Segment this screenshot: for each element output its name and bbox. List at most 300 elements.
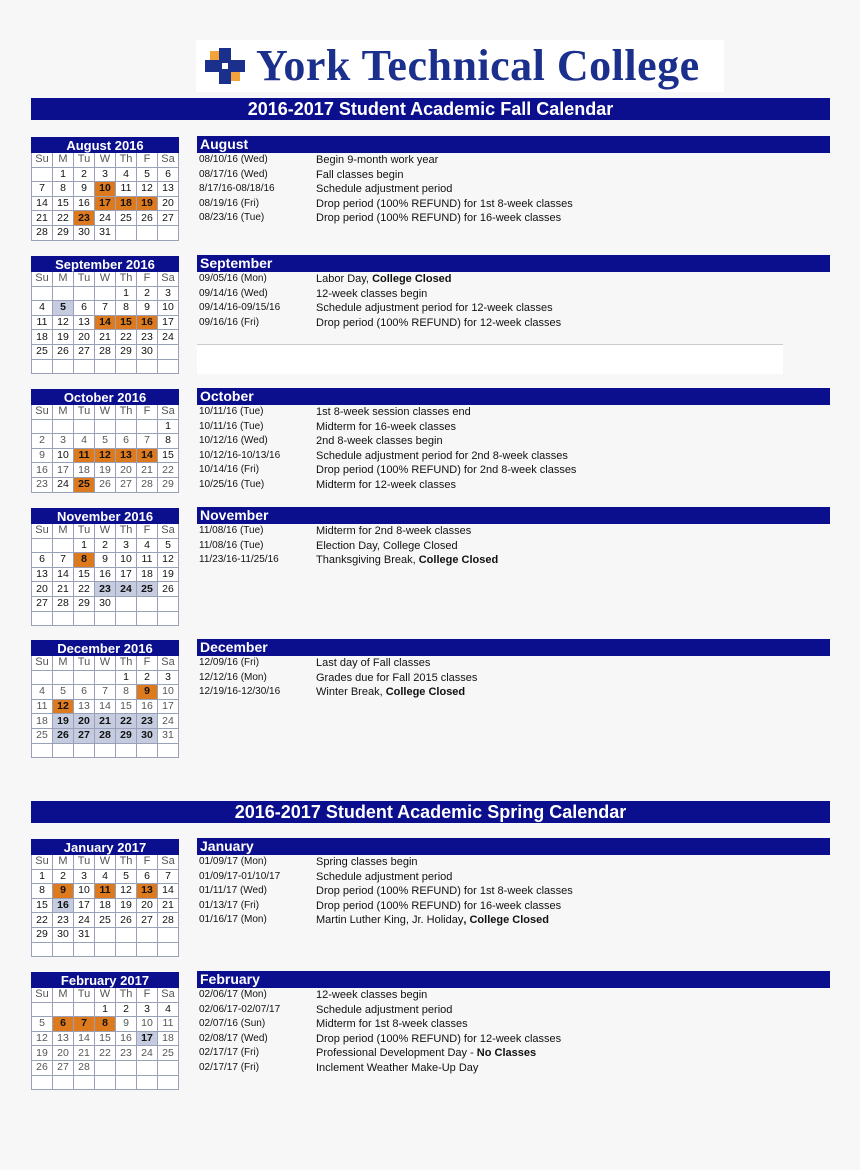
calendar-day xyxy=(95,743,116,758)
calendar-day xyxy=(32,611,53,626)
calendar-day: 5 xyxy=(95,434,116,449)
event-date: 11/23/16-11/25/16 xyxy=(199,554,279,565)
calendar-day xyxy=(32,359,53,374)
calendar-day xyxy=(137,611,158,626)
calendar-day: 18 xyxy=(137,567,158,582)
weekday-label: Su xyxy=(32,272,53,287)
weekday-label: W xyxy=(95,153,116,168)
weekday-label: Su xyxy=(32,405,53,420)
event-row xyxy=(197,434,830,449)
weekday-label: Tu xyxy=(74,855,95,870)
calendar-day: 22 xyxy=(32,913,53,928)
calendar-day: 2 xyxy=(116,1002,137,1017)
calendar-day: 7 xyxy=(74,1017,95,1032)
calendar-day xyxy=(74,942,95,957)
calendar-day: 8 xyxy=(158,434,179,449)
weekday-label: Sa xyxy=(158,153,179,168)
event-text: Schedule adjustment period for 2nd 8-week classes xyxy=(316,449,568,462)
event-date: 8/17/16-08/18/16 xyxy=(199,183,275,194)
calendar-day: 23 xyxy=(32,477,53,492)
mini-calendar xyxy=(31,508,179,626)
calendar-day xyxy=(116,942,137,957)
weekday-label: Th xyxy=(116,988,137,1003)
calendar-day xyxy=(32,1075,53,1090)
event-text: Drop period (100% REFUND) for 2nd 8-week classes xyxy=(316,464,577,476)
event-text: Last day of Fall classes xyxy=(316,657,431,669)
event-description xyxy=(316,463,576,478)
event-date: 09/14/16-09/15/16 xyxy=(199,302,281,313)
event-description xyxy=(316,553,498,568)
event-description xyxy=(316,870,452,885)
event-emphasis: College Closed xyxy=(385,686,466,698)
event-date: 10/25/16 (Tue) xyxy=(199,478,265,490)
calendar-day xyxy=(116,927,137,942)
calendar-day: 30 xyxy=(137,728,158,743)
calendar-day xyxy=(95,670,116,685)
calendar-day: 23 xyxy=(137,714,158,729)
calendar-day xyxy=(95,942,116,957)
calendar-day: 28 xyxy=(32,225,53,240)
calendar-day: 12 xyxy=(116,884,137,899)
calendar-day: 16 xyxy=(137,699,158,714)
event-row xyxy=(197,671,830,686)
event-text: Drop period (100% REFUND) for 16-week classes xyxy=(316,212,562,224)
calendar-day: 29 xyxy=(116,344,137,359)
event-emphasis: College Closed xyxy=(418,554,499,566)
calendar-day xyxy=(32,419,53,434)
event-text: Begin 9-month work year xyxy=(316,154,439,166)
calendar-day xyxy=(158,1060,179,1075)
weekday-label: Th xyxy=(116,153,137,168)
weekday-label: Sa xyxy=(158,988,179,1003)
calendar-day xyxy=(137,942,158,957)
month-events-section xyxy=(197,388,830,492)
calendar-day xyxy=(53,419,74,434)
fall-calendar-title: 2016-2017 Student Academic Fall Calendar xyxy=(31,98,830,120)
calendar-day xyxy=(32,942,53,957)
calendar-day xyxy=(53,359,74,374)
calendar-day: 2 xyxy=(74,167,95,182)
mini-calendar xyxy=(31,137,179,241)
event-date: 02/07/16 (Sun) xyxy=(199,1018,266,1029)
section-header: January xyxy=(197,838,830,855)
calendar-day: 21 xyxy=(137,463,158,478)
mini-calendar-title: November 2016 xyxy=(32,509,179,524)
calendar-day: 1 xyxy=(53,167,74,182)
event-text: Drop period (100% REFUND) for 12-week classes xyxy=(316,1032,562,1045)
event-row xyxy=(197,656,830,671)
calendar-day: 24 xyxy=(158,714,179,729)
weekday-label: W xyxy=(95,405,116,420)
logo-text: York Technical College xyxy=(256,41,700,90)
calendar-day: 6 xyxy=(74,301,95,316)
weekday-label: F xyxy=(137,405,158,420)
event-text: Inclement Weather Make-Up Day xyxy=(316,1061,479,1074)
event-text: Drop period (100% REFUND) for 16-week classes xyxy=(316,899,562,912)
calendar-day: 17 xyxy=(158,699,179,714)
event-date: 10/12/16-10/13/16 xyxy=(199,449,281,461)
month-events-section xyxy=(197,971,830,1075)
calendar-day: 2 xyxy=(137,670,158,685)
spring-calendar-title: 2016-2017 Student Academic Spring Calendar xyxy=(31,801,830,823)
calendar-day: 25 xyxy=(158,1046,179,1061)
calendar-day: 17 xyxy=(95,196,116,211)
weekday-label: Th xyxy=(116,272,137,287)
calendar-day: 18 xyxy=(158,1031,179,1046)
calendar-day: 8 xyxy=(32,884,53,899)
event-date: 12/12/16 (Mon) xyxy=(199,671,267,683)
calendar-day: 15 xyxy=(158,448,179,463)
calendar-day: 12 xyxy=(95,448,116,463)
calendar-day: 13 xyxy=(74,315,95,330)
calendar-day: 24 xyxy=(74,913,95,928)
event-description xyxy=(316,434,443,449)
event-emphasis: , College Closed xyxy=(463,914,549,926)
calendar-day: 21 xyxy=(95,714,116,729)
calendar-day: 26 xyxy=(95,477,116,492)
calendar-day: 26 xyxy=(137,211,158,226)
weekday-label: M xyxy=(53,988,74,1003)
calendar-day: 28 xyxy=(137,477,158,492)
event-description xyxy=(316,988,427,1003)
event-date: 01/16/17 (Mon) xyxy=(199,914,267,925)
calendar-day: 21 xyxy=(95,330,116,345)
calendar-day: 14 xyxy=(158,884,179,899)
calendar-day: 20 xyxy=(137,898,158,913)
calendar-day: 21 xyxy=(158,898,179,913)
calendar-day xyxy=(116,596,137,611)
calendar-day: 27 xyxy=(74,344,95,359)
calendar-day: 18 xyxy=(74,463,95,478)
event-row xyxy=(197,553,830,568)
mini-calendar-title: February 2017 xyxy=(32,973,179,988)
college-logo xyxy=(196,40,724,92)
calendar-day xyxy=(53,1075,74,1090)
section-header: October xyxy=(197,388,830,405)
event-text: Drop period (100% REFUND) for 12-week classes xyxy=(316,316,562,329)
event-text: Drop period (100% REFUND) for 1st 8-week classes xyxy=(316,885,573,897)
calendar-day xyxy=(53,670,74,685)
calendar-day xyxy=(116,225,137,240)
event-date: 02/06/17-02/07/17 xyxy=(199,1003,281,1015)
calendar-day xyxy=(74,1075,95,1090)
calendar-day xyxy=(74,670,95,685)
event-date: 02/06/17 (Mon) xyxy=(199,989,267,1000)
calendar-day: 25 xyxy=(74,477,95,492)
event-date: 11/08/16 (Tue) xyxy=(199,539,264,551)
calendar-day: 28 xyxy=(74,1060,95,1075)
calendar-day xyxy=(116,359,137,374)
calendar-day: 17 xyxy=(74,898,95,913)
weekday-label: Sa xyxy=(158,524,179,539)
event-row xyxy=(197,449,830,464)
calendar-day xyxy=(116,611,137,626)
month-events-section xyxy=(197,255,830,330)
calendar-day: 6 xyxy=(158,167,179,182)
calendar-day xyxy=(95,286,116,301)
calendar-day: 9 xyxy=(137,301,158,316)
calendar-day: 8 xyxy=(74,553,95,568)
calendar-day: 16 xyxy=(137,315,158,330)
calendar-day: 8 xyxy=(53,182,74,197)
calendar-day: 11 xyxy=(32,315,53,330)
event-text: Election Day, College Closed xyxy=(316,539,458,552)
event-text: Schedule adjustment period xyxy=(316,1003,453,1016)
calendar-day xyxy=(74,286,95,301)
calendar-day xyxy=(158,611,179,626)
calendar-day: 27 xyxy=(137,913,158,928)
calendar-day xyxy=(74,419,95,434)
calendar-day: 10 xyxy=(74,884,95,899)
calendar-day xyxy=(32,1002,53,1017)
event-text: Thanksgiving Break, xyxy=(316,554,419,566)
event-row xyxy=(197,182,830,197)
event-date: 08/17/16 (Wed) xyxy=(199,168,268,180)
event-description xyxy=(316,211,561,226)
calendar-day: 9 xyxy=(95,553,116,568)
calendar-day xyxy=(137,359,158,374)
event-description xyxy=(316,420,456,435)
calendar-day: 22 xyxy=(116,714,137,729)
section-header: November xyxy=(197,507,830,524)
calendar-day: 9 xyxy=(137,685,158,700)
calendar-day: 27 xyxy=(32,596,53,611)
event-text: Winter Break, xyxy=(316,686,386,698)
calendar-day: 6 xyxy=(137,869,158,884)
event-date: 09/05/16 (Mon) xyxy=(199,273,267,284)
calendar-day: 8 xyxy=(95,1017,116,1032)
calendar-day: 3 xyxy=(95,167,116,182)
calendar-day xyxy=(116,1075,137,1090)
calendar-day xyxy=(32,167,53,182)
calendar-day: 5 xyxy=(137,167,158,182)
weekday-label: F xyxy=(137,656,158,671)
calendar-day xyxy=(158,942,179,957)
weekday-label: Th xyxy=(116,855,137,870)
calendar-day: 4 xyxy=(32,685,53,700)
calendar-day: 13 xyxy=(74,699,95,714)
calendar-day: 19 xyxy=(95,463,116,478)
calendar-day xyxy=(74,743,95,758)
section-header: February xyxy=(197,971,830,988)
event-date: 01/11/17 (Wed) xyxy=(199,885,268,896)
mini-calendar xyxy=(31,256,179,374)
calendar-day: 13 xyxy=(32,567,53,582)
calendar-day: 19 xyxy=(53,714,74,729)
event-date: 01/13/17 (Fri) xyxy=(199,899,260,911)
event-description xyxy=(316,405,471,420)
york-logo-icon xyxy=(202,46,248,86)
calendar-day: 25 xyxy=(32,344,53,359)
weekday-label: M xyxy=(53,855,74,870)
mini-calendar xyxy=(31,640,179,758)
calendar-day: 23 xyxy=(95,582,116,597)
calendar-day: 2 xyxy=(95,538,116,553)
event-row xyxy=(197,405,830,420)
event-description xyxy=(316,539,458,554)
calendar-day: 5 xyxy=(158,538,179,553)
calendar-day: 23 xyxy=(74,211,95,226)
event-date: 09/14/16 (Wed) xyxy=(199,287,268,299)
section-header: August xyxy=(197,136,830,153)
calendar-day: 30 xyxy=(95,596,116,611)
mini-calendar-title: January 2017 xyxy=(32,840,179,855)
calendar-day: 14 xyxy=(74,1031,95,1046)
calendar-day: 18 xyxy=(116,196,137,211)
event-description xyxy=(316,1032,561,1047)
weekday-label: Sa xyxy=(158,272,179,287)
calendar-day: 13 xyxy=(53,1031,74,1046)
event-description xyxy=(316,287,427,302)
event-date: 11/08/16 (Tue) xyxy=(199,525,264,536)
calendar-day xyxy=(95,419,116,434)
calendar-day: 29 xyxy=(32,927,53,942)
event-date: 10/11/16 (Tue) xyxy=(199,406,264,417)
calendar-day xyxy=(158,344,179,359)
calendar-day: 1 xyxy=(32,869,53,884)
calendar-day: 4 xyxy=(74,434,95,449)
calendar-day xyxy=(137,927,158,942)
event-description xyxy=(316,671,477,686)
calendar-day: 13 xyxy=(116,448,137,463)
weekday-label: M xyxy=(53,656,74,671)
calendar-day: 7 xyxy=(32,182,53,197)
calendar-day: 25 xyxy=(32,728,53,743)
event-text: Grades due for Fall 2015 classes xyxy=(316,671,478,684)
event-row xyxy=(197,988,830,1003)
calendar-day: 15 xyxy=(53,196,74,211)
event-description xyxy=(316,1003,452,1018)
calendar-day: 12 xyxy=(32,1031,53,1046)
event-row xyxy=(197,168,830,183)
calendar-day: 8 xyxy=(116,685,137,700)
calendar-day: 30 xyxy=(74,225,95,240)
calendar-day: 30 xyxy=(137,344,158,359)
event-emphasis: College Closed xyxy=(372,273,452,285)
event-row xyxy=(197,524,830,539)
event-row xyxy=(197,1003,830,1018)
calendar-day: 19 xyxy=(116,898,137,913)
calendar-day: 3 xyxy=(158,670,179,685)
calendar-day: 15 xyxy=(32,898,53,913)
calendar-day xyxy=(158,359,179,374)
calendar-day: 26 xyxy=(53,344,74,359)
event-description xyxy=(316,168,403,183)
weekday-label: Sa xyxy=(158,405,179,420)
calendar-day xyxy=(158,225,179,240)
event-text: Schedule adjustment period xyxy=(316,870,453,883)
calendar-day: 1 xyxy=(74,538,95,553)
event-row xyxy=(197,899,830,914)
mini-calendar xyxy=(31,839,179,957)
calendar-day: 3 xyxy=(116,538,137,553)
event-date: 10/14/16 (Fri) xyxy=(199,464,260,475)
calendar-day: 17 xyxy=(158,315,179,330)
event-text: 1st 8-week session classes end xyxy=(316,406,471,418)
calendar-day: 20 xyxy=(158,196,179,211)
calendar-day: 22 xyxy=(74,582,95,597)
calendar-day: 11 xyxy=(158,1017,179,1032)
weekday-label: Tu xyxy=(74,656,95,671)
calendar-day: 23 xyxy=(137,330,158,345)
calendar-day: 28 xyxy=(95,344,116,359)
calendar-day: 27 xyxy=(74,728,95,743)
calendar-day xyxy=(158,927,179,942)
month-events-section xyxy=(197,136,830,226)
weekday-label: F xyxy=(137,524,158,539)
event-row xyxy=(197,539,830,554)
calendar-day xyxy=(137,743,158,758)
event-date: 02/08/17 (Wed) xyxy=(199,1032,268,1044)
calendar-day: 14 xyxy=(32,196,53,211)
event-row xyxy=(197,1061,830,1076)
calendar-day: 2 xyxy=(53,869,74,884)
event-text: Midterm for 2nd 8-week classes xyxy=(316,525,472,537)
calendar-day: 15 xyxy=(74,567,95,582)
calendar-day: 11 xyxy=(74,448,95,463)
event-text: Midterm for 16-week classes xyxy=(316,420,456,433)
month-events-section xyxy=(197,507,830,568)
event-date: 08/10/16 (Wed) xyxy=(199,154,268,165)
month-events-section xyxy=(197,838,830,928)
event-row xyxy=(197,1017,830,1032)
event-emphasis: No Classes xyxy=(476,1047,537,1059)
event-text: 2nd 8-week classes begin xyxy=(316,435,443,447)
calendar-day: 22 xyxy=(116,330,137,345)
weekday-label: F xyxy=(137,272,158,287)
calendar-day: 20 xyxy=(116,463,137,478)
calendar-day: 20 xyxy=(32,582,53,597)
calendar-day: 12 xyxy=(53,699,74,714)
calendar-day: 3 xyxy=(137,1002,158,1017)
calendar-day: 31 xyxy=(95,225,116,240)
calendar-day: 26 xyxy=(32,1060,53,1075)
event-row xyxy=(197,287,830,302)
event-description xyxy=(316,899,561,914)
calendar-day: 8 xyxy=(116,301,137,316)
calendar-day: 25 xyxy=(116,211,137,226)
calendar-day: 23 xyxy=(116,1046,137,1061)
mini-calendar-title: September 2016 xyxy=(32,257,179,272)
calendar-day xyxy=(32,538,53,553)
calendar-day: 29 xyxy=(74,596,95,611)
calendar-day: 19 xyxy=(32,1046,53,1061)
calendar-day: 27 xyxy=(158,211,179,226)
calendar-day xyxy=(137,1060,158,1075)
mini-calendar-title: August 2016 xyxy=(32,138,179,153)
calendar-day: 13 xyxy=(158,182,179,197)
calendar-day: 19 xyxy=(53,330,74,345)
calendar-day: 18 xyxy=(32,330,53,345)
calendar-day: 1 xyxy=(95,1002,116,1017)
calendar-day: 3 xyxy=(53,434,74,449)
calendar-day: 2 xyxy=(137,286,158,301)
calendar-day: 4 xyxy=(137,538,158,553)
calendar-day: 16 xyxy=(116,1031,137,1046)
weekday-label: Su xyxy=(32,524,53,539)
calendar-day: 9 xyxy=(116,1017,137,1032)
calendar-day: 11 xyxy=(95,884,116,899)
event-date: 02/17/17 (Fri) xyxy=(199,1047,260,1058)
event-text: Labor Day, xyxy=(316,273,373,285)
calendar-day: 7 xyxy=(95,685,116,700)
calendar-day xyxy=(74,359,95,374)
calendar-day: 4 xyxy=(158,1002,179,1017)
event-description xyxy=(316,449,568,464)
event-text: Midterm for 12-week classes xyxy=(316,478,456,491)
event-description xyxy=(316,478,456,493)
weekday-label: Sa xyxy=(158,656,179,671)
